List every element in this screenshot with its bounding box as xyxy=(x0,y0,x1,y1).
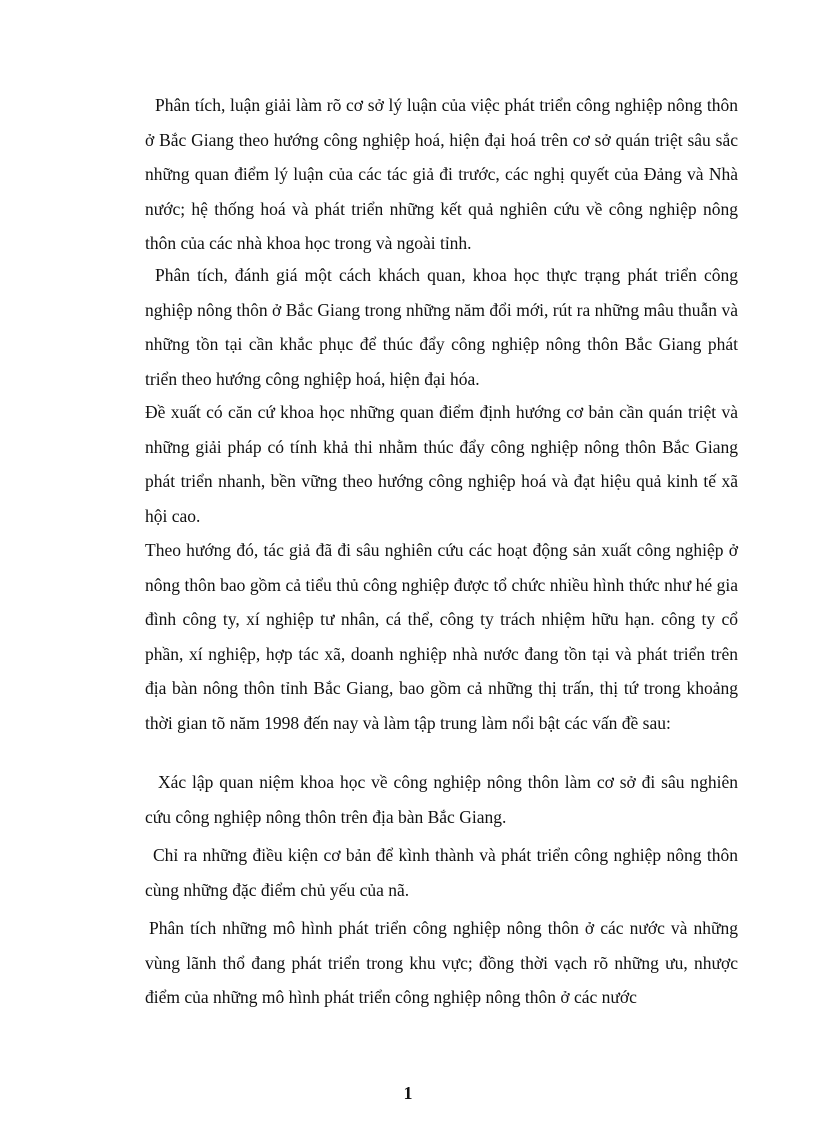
paragraph-1: Phân tích, luận giải làm rõ cơ sở lý luận của việc phát triển công nghiệp nông thôn ở Bắc Giang theo hướng công nghiệp hoá, hiện đại hoá trên cơ sở quán triệt sâu sắc những quan điểm lý luận của các tác giả đi trước, các nghị quyết của Đảng và Nhà nước; hệ thống hoá và phát triển những kết quả nghiên cứu về công nghiệp nông thôn của các nhà khoa học trong và ngoài tỉnh. xyxy=(145,95,738,253)
paragraph-6: Chỉ ra những điều kiện cơ bản để kình thành và phát triển công nghiệp nông thôn cùng những đặc điểm chủ yếu của nã. xyxy=(145,845,738,900)
paragraph-5: Xác lập quan niệm khoa học về công nghiệp nông thôn làm cơ sở đi sâu nghiên cứu công nghiệp nông thôn trên địa bàn Bắc Giang. xyxy=(145,772,738,827)
paragraph-4: Theo hướng đó, tác giả đã đi sâu nghiên cứu các hoạt động sản xuất công nghiệp ở nông thôn bao gồm cả tiểu thủ công nghiệp được tổ chức nhiều hình thức như hé gia đình công ty, xí nghiệp tư nhân, cá thể, công ty trách nhiệm hữu hạn. công ty cổ phần, xí nghiệp, hợp tác xã, doanh nghiệp nhà nước đang tồn tại và phát triển trên địa bàn nông thôn tỉnh Bắc Giang, bao gồm cả những thị trấn, thị tứ trong khoảng thời gian tõ năm 1998 đến nay và làm tập trung làm nổi bật các vấn đề sau: xyxy=(145,540,738,733)
paragraph-3: Đề xuất có căn cứ khoa học những quan điểm định hướng cơ bản cần quán triệt và những giải pháp có tính khả thi nhằm thúc đẩy công nghiệp nông thôn Bắc Giang phát triển nhanh, bền vững theo hướng công nghiệp hoá và đạt hiệu quả kinh tế xã hội cao. xyxy=(145,402,738,526)
paragraph-7: Phân tích những mô hình phát triển công nghiệp nông thôn ở các nước và những vùng lãnh thổ đang phát triển trong khu vực; đồng thời vạch rõ những ưu, nhược điểm của những mô hình phát triển công nghiệp nông thôn ở các nước xyxy=(145,918,738,1007)
page-number: 1 xyxy=(403,1083,413,1103)
paragraph-2: Phân tích, đánh giá một cách khách quan, khoa học thực trạng phát triển công nghiệp nông thôn ở Bắc Giang trong những năm đổi mới, rút ra những mâu thuẫn và những tồn tại cần khắc phục để thúc đẩy công nghiệp nông thôn Bắc Giang phát triển theo hướng công nghiệp hoá, hiện đại hóa. xyxy=(145,265,738,389)
